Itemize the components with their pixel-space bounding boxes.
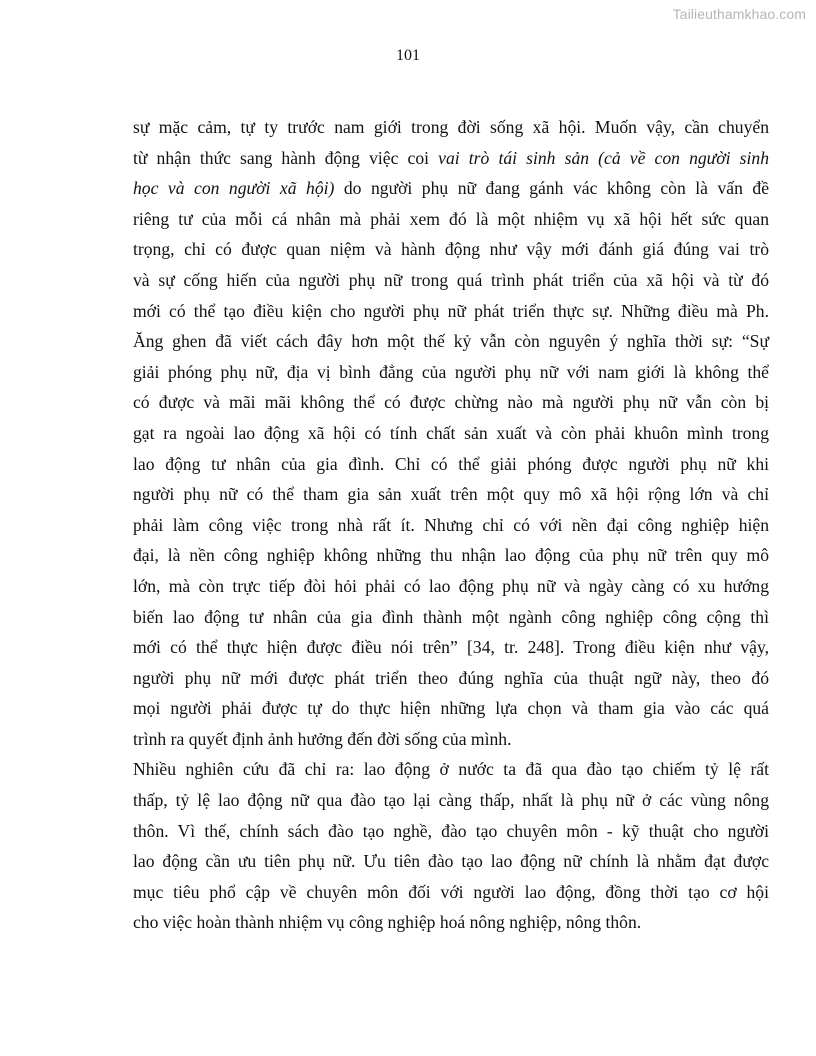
text-span: từ nhận thức sang hành động việc coi (133, 147, 439, 168)
text-line: và sự cống hiến của người phụ nữ trong quá trình phát triển của xã hội và từ đó (133, 269, 769, 290)
text-line: lao động cần ưu tiên phụ nữ. Ưu tiên đào tạo lao động nữ chính là nhằm đạt được (133, 851, 769, 872)
text-line: mục tiêu phổ cập về chuyên môn đối với người lao động, đồng thời tạo cơ hội (133, 881, 769, 902)
text-line: riêng tư của mỗi cá nhân mà phải xem đó là một nhiệm vụ xã hội hết sức quan (133, 208, 769, 229)
text-span: do người phụ nữ đang gánh vác không còn là vấn đề (334, 178, 770, 199)
text-line: biến lao động tư nhân của gia đình thành một ngành công nghiệp công cộng thì (133, 606, 769, 627)
text-line: mới có thể thực hiện được điều nói trên” [34, tr. 248]. Trong điều kiện như vậy, (133, 637, 769, 658)
watermark: Tailieuthamkhao.com (672, 6, 806, 22)
text-line: thấp, tỷ lệ lao động nữ qua đào tạo lại càng thấp, nhất là phụ nữ ở các vùng nông (133, 790, 769, 811)
document-body (133, 112, 769, 938)
page-number: 101 (396, 47, 420, 64)
text-line: thôn. Vì thế, chính sách đào tạo nghề, đào tạo chuyên môn - kỹ thuật cho người (133, 820, 769, 841)
text-line: lao động tư nhân của gia đình. Chỉ có thể giải phóng được người phụ nữ khi (133, 453, 769, 474)
text-line (133, 143, 769, 174)
paragraph-2 (133, 754, 769, 938)
text-line: sự mặc cảm, tự ty trước nam giới trong đời sống xã hội. Muốn vậy, cần chuyển (133, 117, 769, 137)
text-line: giải phóng phụ nữ, địa vị bình đẳng của người phụ nữ với nam giới là không thể (133, 361, 769, 382)
text-line: gạt ra ngoài lao động xã hội có tính chất sản xuất và còn phải khuôn mình trong (133, 422, 769, 443)
text-line (133, 173, 769, 204)
paragraph-1 (133, 112, 769, 754)
text-line: đại, là nền công nghiệp không những thu nhận lao động của phụ nữ trên quy mô (133, 545, 769, 566)
text-line: trọng, chỉ có được quan niệm và hành động như vậy mới đánh giá đúng vai trò (133, 239, 769, 260)
italic-text: học và con người xã hội) (133, 178, 335, 199)
text-line: Nhiều nghiên cứu đã chỉ ra: lao động ở nước ta đã qua đào tạo chiếm tỷ lệ rất (133, 759, 769, 780)
text-line: mọi người phải được tự do thực hiện những lựa chọn và tham gia vào các quá (133, 698, 769, 719)
text-line: người phụ nữ mới được phát triển theo đúng nghĩa của thuật ngữ này, theo đó (133, 667, 769, 688)
italic-text: vai trò tái sinh sản (cả về con người sinh (438, 147, 769, 168)
text-line: phải làm công việc trong nhà rất ít. Nhưng chỉ có với nền đại công nghiệp hiện (133, 514, 769, 535)
text-line: lớn, mà còn trực tiếp đòi hỏi phải có lao động phụ nữ và ngày càng có xu hướng (133, 575, 769, 596)
text-line: cho việc hoàn thành nhiệm vụ công nghiệp hoá nông nghiệp, nông thôn. (133, 912, 642, 933)
text-line: mới có thể tạo điều kiện cho người phụ nữ phát triển thực sự. Những điều mà Ph. (133, 300, 769, 321)
text-line: có được và mãi mãi không thể có được chừng nào mà người phụ nữ vẫn còn bị (133, 392, 769, 413)
text-line: người phụ nữ có thể tham gia sản xuất trên một quy mô xã hội rộng lớn và chỉ (133, 484, 769, 505)
text-line: Ăng ghen đã viết cách đây hơn một thế kỷ vẫn còn nguyên ý nghĩa thời sự: “Sự (133, 331, 769, 352)
text-line: trình ra quyết định ảnh hưởng đến đời sống của mình. (133, 728, 512, 749)
